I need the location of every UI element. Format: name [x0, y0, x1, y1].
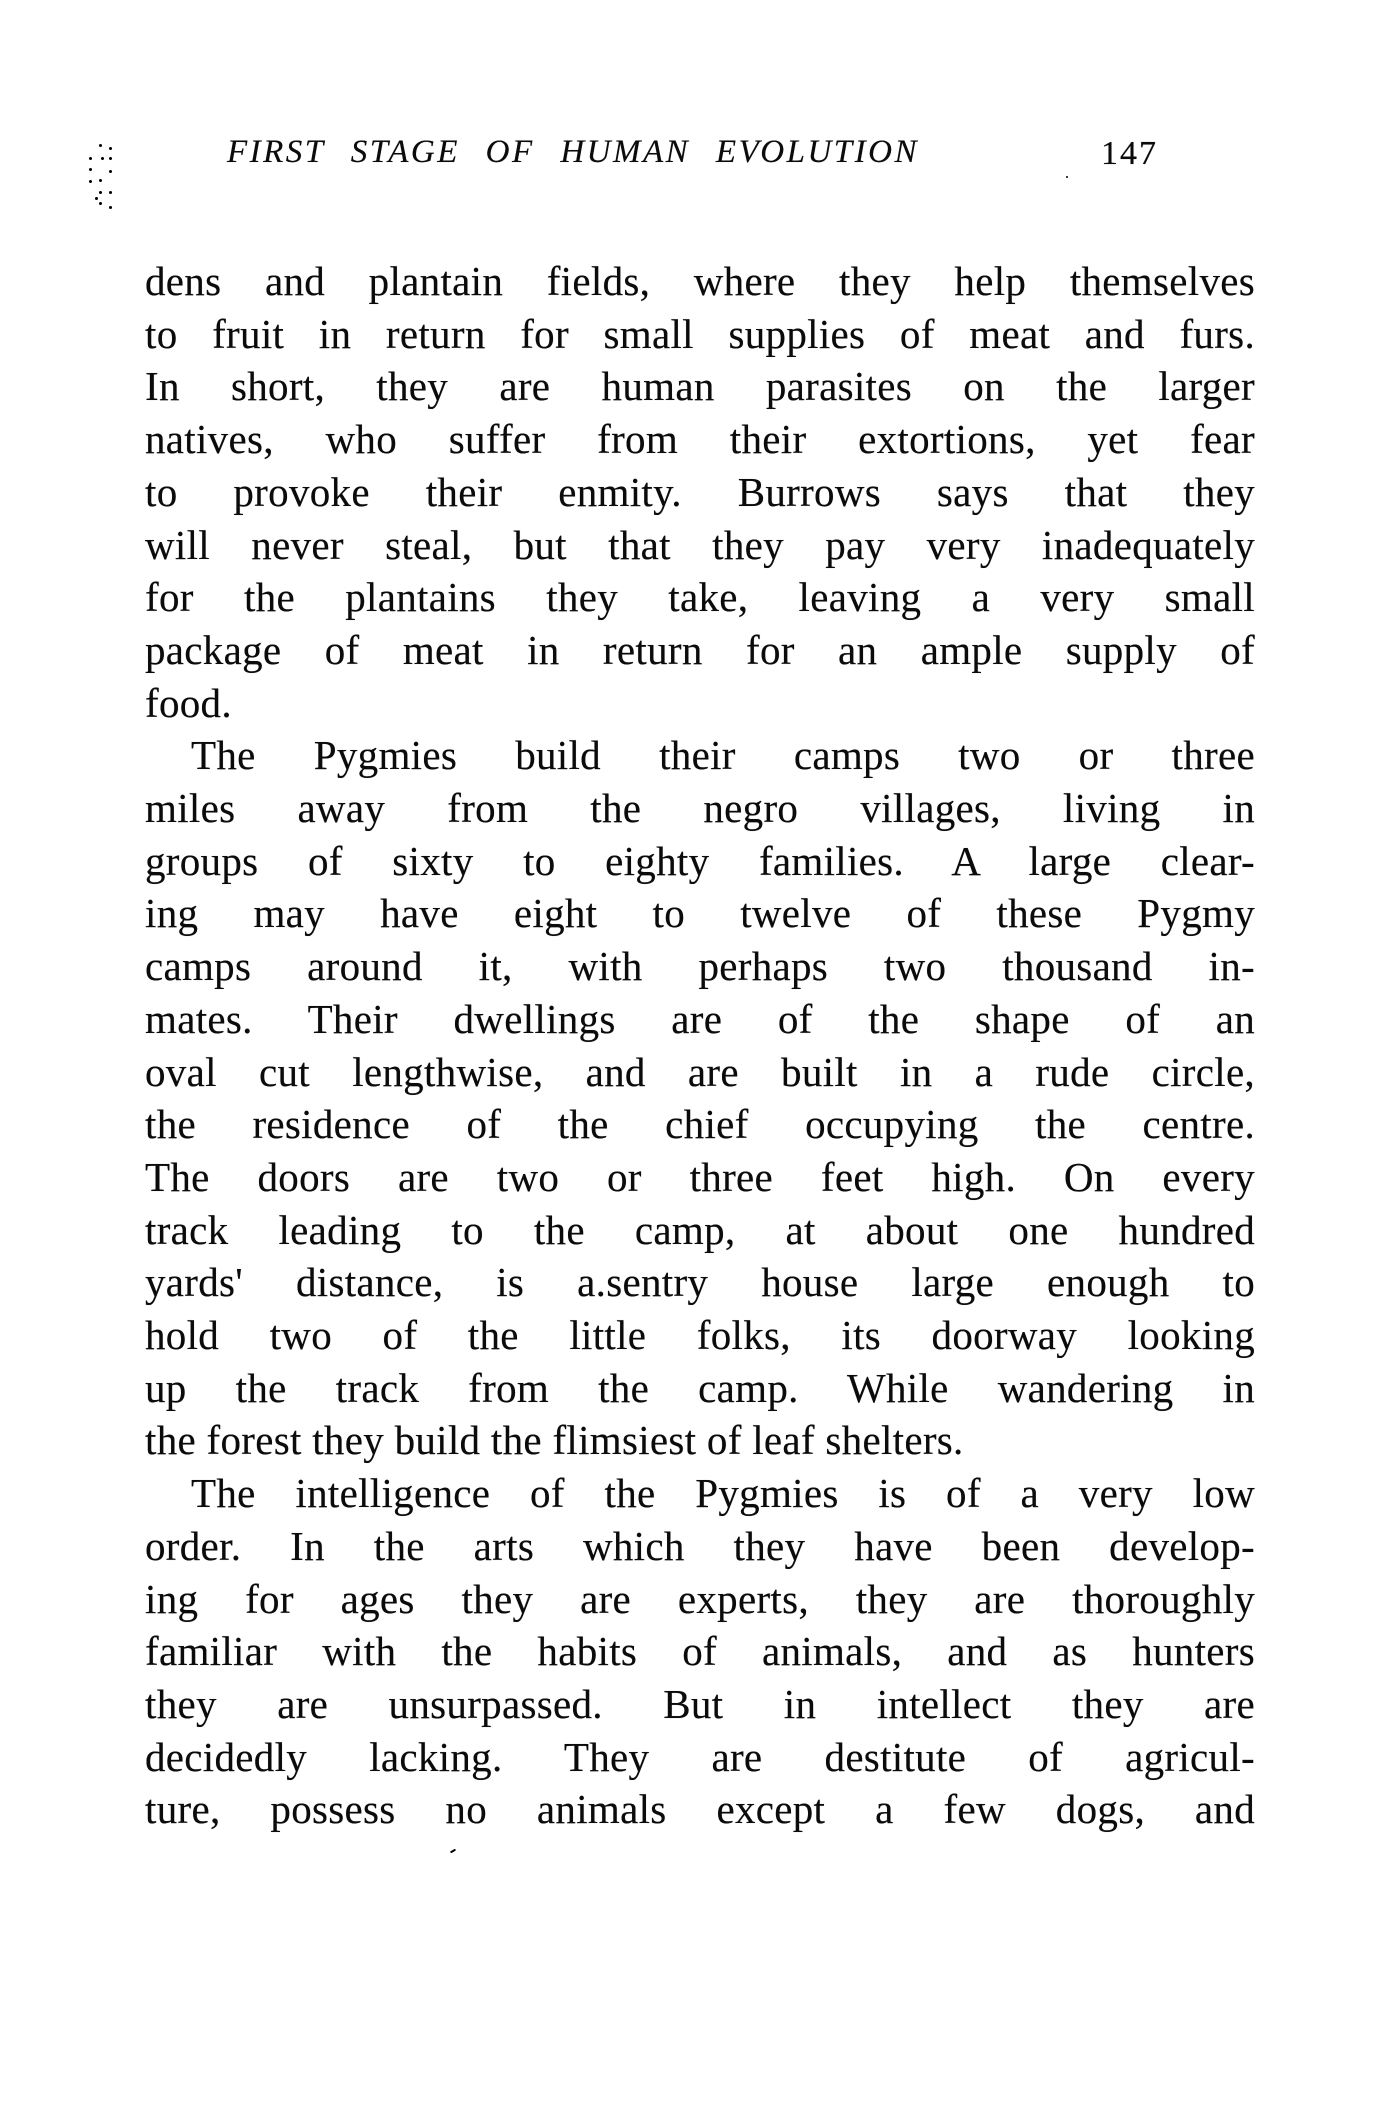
- text-line: mates. Their dwellings are of the shape of an: [145, 995, 1255, 1042]
- text-line: the forest they build the flimsiest of leaf shelters.: [145, 1417, 964, 1464]
- running-title: FIRST STAGE OF HUMAN EVOLUTION: [227, 134, 919, 170]
- text-line: natives, who suffer from their extortions, yet fear: [145, 416, 1255, 463]
- scan-speck: [89, 157, 92, 160]
- text-line: camps around it, with perhaps two thousand in-: [145, 943, 1255, 990]
- text-line: ing may have eight to twelve of these Pygmy: [145, 890, 1255, 937]
- text-line: The doors are two or three feet high. On every: [145, 1153, 1255, 1200]
- scan-speck: [89, 168, 92, 171]
- scan-speck: [450, 1849, 456, 1854]
- text-line: to fruit in return for small supplies of meat and furs.: [145, 310, 1255, 357]
- text-line: In short, they are human parasites on the larger: [145, 363, 1255, 410]
- page-header: [145, 134, 1255, 178]
- text-line: yards' distance, is a.sentry house large enough to: [145, 1259, 1255, 1306]
- text-line: The Pygmies build their camps two or three: [191, 732, 1255, 779]
- scan-speck: [99, 144, 102, 147]
- text-line: familiar with the habits of animals, and as hunters: [145, 1628, 1255, 1675]
- body-text: [145, 255, 1255, 1836]
- scan-speck: [99, 202, 102, 205]
- text-line: they are unsurpassed. But in intellect they are: [145, 1680, 1255, 1727]
- text-line: oval cut lengthwise, and are built in a rude circle,: [145, 1048, 1255, 1095]
- text-line: to provoke their enmity. Burrows says that they: [145, 468, 1255, 515]
- scan-speck: [109, 147, 112, 150]
- text-line: ing for ages they are experts, they are thoroughly: [145, 1575, 1255, 1622]
- text-line: up the track from the camp. While wandering in: [145, 1364, 1255, 1411]
- scan-speck: [101, 157, 104, 160]
- text-line: package of meat in return for an ample supply of: [145, 626, 1255, 673]
- scan-speck: [99, 191, 102, 194]
- text-line: for the plantains they take, leaving a very small: [145, 574, 1255, 621]
- text-line: groups of sixty to eighty families. A large clear-: [145, 837, 1255, 884]
- text-line: track leading to the camp, at about one hundred: [145, 1206, 1255, 1253]
- text-line: the residence of the chief occupying the centre.: [145, 1101, 1255, 1148]
- text-line: ture, possess no animals except a few dogs, and: [145, 1786, 1255, 1833]
- scan-speck: [99, 179, 102, 182]
- text-line: order. In the arts which they have been develop-: [145, 1522, 1255, 1569]
- text-line: decidedly lacking. They are destitute of agricul-: [145, 1733, 1255, 1780]
- scan-speck: [95, 197, 98, 200]
- text-line: hold two of the little folks, its doorway looking: [145, 1312, 1255, 1359]
- scan-speck: [89, 180, 92, 183]
- text-line: dens and plantain fields, where they help themselves: [145, 258, 1255, 304]
- scan-speck: [109, 206, 112, 209]
- text-line: will never steal, but that they pay very inadequately: [145, 521, 1255, 568]
- text-line: food.: [145, 679, 232, 726]
- scan-speck: [109, 191, 112, 194]
- page-number: 147: [1101, 135, 1158, 172]
- text-line: The intelligence of the Pygmies is of a very low: [191, 1470, 1255, 1517]
- scan-speck: [109, 170, 112, 173]
- scan-speck: [109, 157, 112, 160]
- text-line: miles away from the negro villages, living in: [145, 785, 1255, 832]
